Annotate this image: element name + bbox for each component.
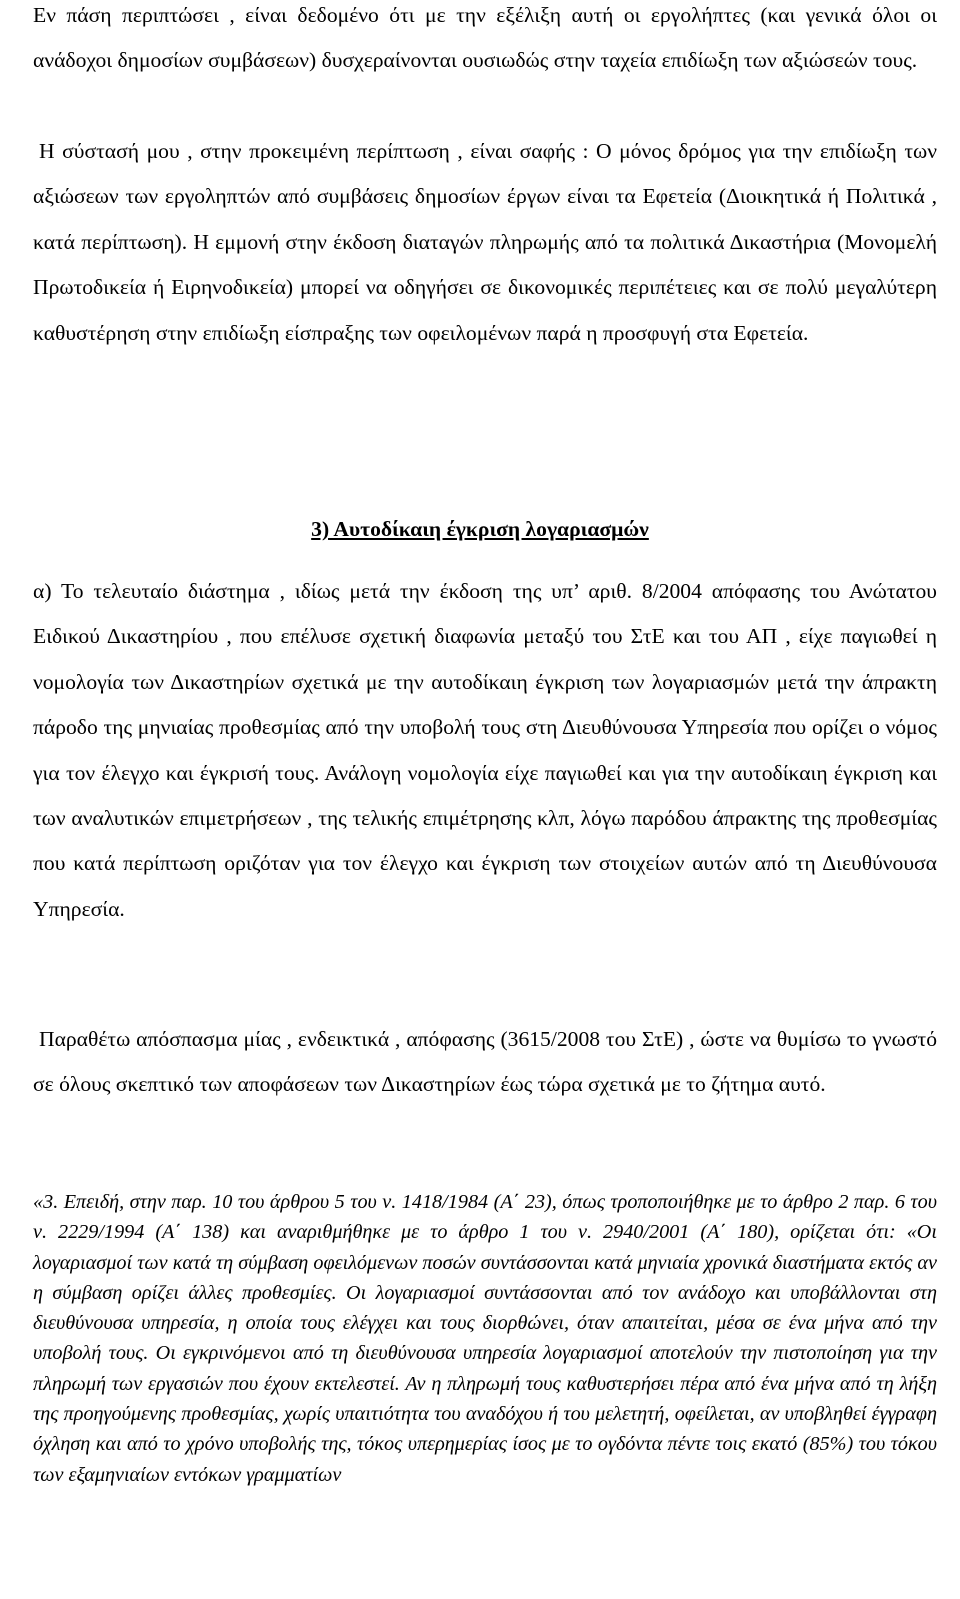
paragraph-consequences: Εν πάση περιπτώσει , είναι δεδομένο ότι με την εξέλιξη αυτή οι εργολήπτες (και γενικά όλοι οι ανάδοχοι δημοσίων συμβάσεων) δυσχεραίνονται ουσιωδώς στην ταχεία επιδίωξη των αξιώσεών τους.	[33, 3, 937, 73]
paragraph-excerpt-intro: Παραθέτω απόσπασμα μίας , ενδεικτικά , απόφασης (3615/2008 του ΣτΕ) , ώστε να θυμίσω το γνωστό σε όλους σκεπτικό των αποφάσεων των Δικαστηρίων έως τώρα σχετικά με το ζήτημα αυτό.	[33, 1027, 937, 1097]
section-heading: 3) Αυτοδίκαιη έγκριση λογαριασμών	[311, 517, 649, 541]
paragraph-recommendation: Η σύστασή μου , στην προκειμένη περίπτωση , είναι σαφής : Ο μόνος δρόμος για την επιδίωξη των αξιώσεων των εργοληπτών από συμβάσεις δημοσίων έργων είναι τα Εφετεία (Διοικητικά ή Πολιτικά , κατά περίπτωση). Η εμμονή στην έκδοση διαταγών πληρωμής από τα πολιτικά Δικαστήρια (Μονομελή Πρωτοδικεία ή Ειρηνοδικεία) μπορεί να οδηγήσει σε δικονομικές περιπέτειες και σε πολύ μεγαλύτερη καθυστέρηση στην επιδίωξη είσπραξης των οφειλομένων παρά η προσφυγή στα Εφετεία.	[33, 139, 937, 345]
paragraph-case-law: α) Το τελευταίο διάστημα , ιδίως μετά την έκδοση της υπ’ αριθ. 8/2004 απόφασης του Ανώτατου Ειδικού Δικαστηρίου , που επέλυσε σχετική διαφωνία μεταξύ του ΣτΕ και του ΑΠ , είχε παγιωθεί η νομολογία των Δικαστηρίων σχετικά με την αυτοδίκαιη έγκριση των λογαριασμών μετά την άπρακτη πάροδο της μηνιαίας προθεσμίας από την υποβολή τους στη Διευθύνουσα Υπηρεσία που ορίζει ο νόμος για τον έλεγχο και έγκρισή τους. Ανάλογη νομολογία είχε παγιωθεί και για την αυτοδίκαιη έγκριση και των αναλυτικών επιμετρήσεων , της τελικής επιμέτρησης κλπ, λόγω παρόδου άπρακτης της προθεσμίας που κατά περίπτωση οριζόταν για τον έλεγχο και έγκριση των στοιχείων αυτών από τη Διευθύνουσα Υπηρεσία.	[33, 579, 937, 921]
quoted-decision-excerpt: «3. Επειδή, στην παρ. 10 του άρθρου 5 του ν. 1418/1984 (Α΄ 23), όπως τροποποιήθηκε με το άρθρο 2 παρ. 6 του ν. 2229/1994 (Α΄ 138) και αναριθμήθηκε με το άρθρο 1 του ν. 2940/2001 (Α΄ 180), ορίζεται ότι: «Οι λογαριασμοί των κατά τη σύμβαση οφειλόμενων ποσών συντάσσονται κατά μηνιαία χρονικά διαστήματα εκτός αν η σύμβαση ορίζει άλλες προθεσμίες. Οι λογαριασμοί συντάσσονται από τον ανάδοχο και υποβάλλονται στη διευθύνουσα υπηρεσία, η οποία τους ελέγχει και τους διορθώνει, όταν απαιτείται, μέσα σε ένα μήνα από την υποβολή τους. Οι εγκρινόμενοι από τη διευθύνουσα υπηρεσία λογαριασμοί αποτελούν την πιστοποίηση για την πληρωμή των εργασιών που έχουν εκτελεστεί. Αν η πληρωμή τους καθυστερήσει πέρα από ένα μήνα από τη λήξη της προηγούμενης προθεσμίας, χωρίς υπαιτιότητα του αναδόχου ή του μελετητή, οφείλεται, αν υποβληθεί έγγραφη όχληση και από το χρόνο υποβολής της, τόκος υπερημερίας ίσος με το ογδόντα πέντε τοις εκατό (85%) του τόκου των εξαμηνιαίων εντόκων γραμματίων	[33, 1191, 937, 1486]
